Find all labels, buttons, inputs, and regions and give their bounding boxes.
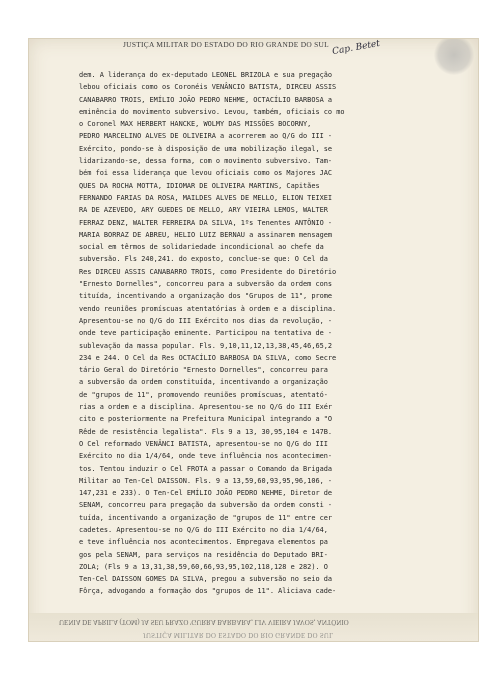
text-line: tário Geral do Diretório "Ernesto Dornelles", concorreu para	[79, 366, 328, 375]
text-line: MARIA BORRAZ DE ABREU, HELIO LUIZ BERNAU a assinarem mensagem	[79, 230, 333, 239]
text-line: Rêde de resistência legalista". Fls 9 a 13, 30,95,104 e 147B.	[79, 427, 333, 436]
text-line: de "grupos de 11", promovendo reuniões promíscuas, atentató-	[79, 390, 328, 399]
text-line: vendo reuniões promíscuas atentatórias à ordem e a disciplina.	[79, 304, 337, 313]
text-line: cito e posteriormente na Prefeitura Municipal integrando a "O	[79, 415, 333, 424]
text-line: social em têrmos de solidariedade incondicional ao chefe da	[79, 243, 324, 252]
text-line: sublevação da massa popular. Fls. 9,10,11,12,13,38,45,46,65,2	[79, 341, 333, 350]
text-line: 234 e 244. O Cel da Res OCTACÍLIO BARBOSA DA SILVA, como Secre	[79, 353, 337, 362]
bleed-through-header: JUSTIÇA MILITAR DO ESTADO DO RIO GRANDE DO SUL	[143, 631, 334, 638]
text-line: RA DE AZEVEDO, ARY GUEDES DE MELLO, ARY VIEIRA LEMOS, WALTER	[79, 206, 328, 215]
text-line: o Coronel MAX HERBERT HANCKE, WOLMY DAS MISSÕES BOCORNY,	[79, 120, 312, 129]
text-line: Res DIRCEU ASSIS CANABARRO TROIS, como Presidente do Diretório	[79, 267, 337, 276]
text-line: Militar ao Ten-Cel DAISSON. Fls. 9 a 13,59,60,93,95,96,106, -	[79, 476, 333, 485]
text-line: tos. Tentou induzir o Cel FROTA a passar o Comando da Brigada	[79, 464, 333, 473]
text-line: onde teve participação eminente. Participou na tentativa de -	[79, 329, 333, 338]
text-line: Ten-Cel DAISSON GOMES DA SILVA, pregou a subversão no seio da	[79, 575, 333, 584]
text-line: tuída, incentivando a organização de "grupos de 11" entre cer	[79, 513, 333, 522]
text-line: Fôrça, advogando a formação dos "grupos de 11". Aliciava cade-	[79, 587, 337, 596]
text-line: bém foi essa liderança que levou oficiais como os Majores JAC	[79, 169, 333, 178]
text-line: SENAM, concorreu para pregação da subversão da ordem consti -	[79, 501, 333, 510]
text-line: CANABARRO TROIS, EMÍLIO JOÃO PEDRO NEHME, OCTACÍLIO BARBOSA a	[79, 95, 333, 104]
text-line: Exército no dia 1/4/64, onde teve influência nos acontecimen-	[79, 452, 333, 461]
page-header: JUSTIÇA MILITAR DO ESTADO DO RIO GRANDE DO SUL	[123, 40, 330, 49]
text-line: tituída, incentivando a organização dos "Grupos de 11", prome	[79, 292, 333, 301]
text-line: cadetes. Apresentou-se no Q/G do III Exército no dia 1/4/64,	[79, 525, 328, 534]
text-line: e teve influência nos acontecimentos. Empregava elementos pa	[79, 538, 328, 547]
text-line: subversão. Fls 240,241. do exposto, conclue-se que: O Cel da	[79, 255, 328, 264]
text-line: lebou oficiais como os Coronéis VENÂNCIO BATISTA, DIRCEU ASSIS	[79, 83, 337, 92]
text-line: Exército, pondo-se à disposição de uma mobilização ilegal, se	[79, 144, 333, 153]
document-body	[79, 69, 479, 598]
text-line: FERNANDO FARIAS DA ROSA, MAILDES ALVES DE MELLO, ELION TEIXEI	[79, 193, 333, 202]
text-line: 147,231 e 233). O Ten-Cel EMÍLIO JOÃO PEDRO NEHME, Diretor de	[79, 489, 333, 498]
text-line: Apresentou-se no Q/G do III Exército nos dias da revolução, -	[79, 316, 333, 325]
text-line: PEDRO MARCELINO ALVES DE OLIVEIRA a acorrerem ao Q/G do III -	[79, 132, 333, 141]
text-line: O Cel reformado VENÂNCI BATISTA, apresentou-se no Q/G do III	[79, 439, 328, 448]
text-line: a subversão da ordem constituída, incentivando a organização	[79, 378, 328, 387]
text-line: dem. A liderança do ex-deputado LEONEL BRIZOLA e sua pregação	[79, 71, 333, 79]
document-page	[28, 38, 479, 642]
text-line: FERRAZ DENZ, WALTER FERREIRA DA SILVA, 1ºs Tenentes ANTÔNIO -	[79, 218, 333, 227]
text-line: eminência do movimento subversivo. Levou, também, oficiais co mo	[79, 107, 345, 116]
text-line: lidarizando-se, dessa forma, com o movimento subversivo. Tam-	[79, 157, 333, 166]
text-line: gos pela SENAM, para serviços na residência do Deputado BRI-	[79, 550, 328, 559]
text-line: ZOLA; (Fls 9 a 13,31,38,59,60,66,93,95,102,118,128 e 282). O	[79, 562, 328, 571]
text-line: QUES DA ROCHA MOTTA, IDIOMAR DE OLIVEIRA MARTINS, Capitães	[79, 181, 320, 190]
text-line: "Ernesto Dornelles", concorreu para a subversão da ordem cons	[79, 280, 333, 289]
handwritten-signature: Cap. Betet	[331, 38, 381, 58]
bleed-through-text: UENIA DE APRILA (TOM) JA SEU PRAZO 'GURRA BARBARA, LIV VIEIRA JAVOS, ANTÔNIO	[59, 618, 349, 626]
text-line: rias a ordem e a disciplina. Apresentou-se no Q/G do III Exér	[79, 403, 333, 412]
